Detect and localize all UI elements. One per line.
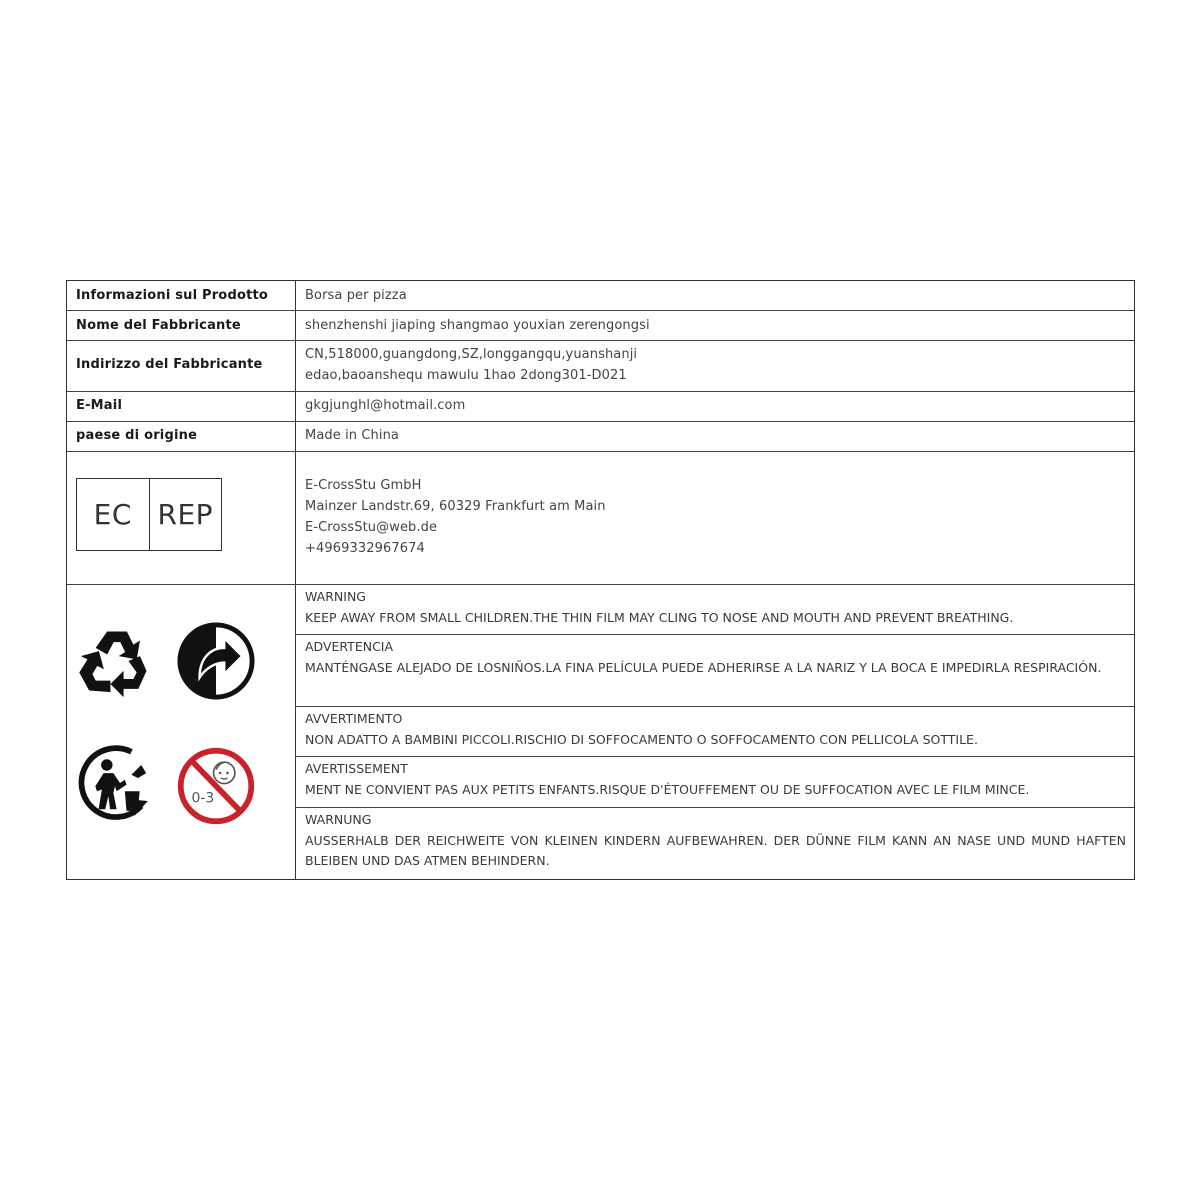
ec-rep-badge-left: EC — [93, 498, 132, 531]
age-0-3-warning-icon — [175, 745, 257, 827]
email-value: gkgjunghl@hotmail.com — [305, 398, 466, 413]
warning-block-en — [305, 587, 1126, 628]
warning-divider — [295, 807, 1134, 808]
manufacturer-name-value: shenzhenshi jiaping shangmao youxian zerengongsi — [305, 318, 650, 333]
manufacturer-address-line-1: CN,518000,guangdong,SZ,longgangqu,yuanshanji — [305, 347, 638, 362]
ec-rep-badge — [76, 478, 222, 551]
ec-rep-phone: +4969332967674 — [305, 541, 425, 556]
warning-title-fr: AVERTISSEMENT — [305, 761, 408, 776]
row-divider — [67, 310, 1134, 311]
row-divider — [67, 451, 1134, 452]
product-info-value: Borsa per pizza — [305, 288, 407, 303]
product-label-table — [66, 280, 1135, 880]
warning-text-es: MANTÉNGASE ALEJADO DE LOSNIÑOS.LA FINA PELÍCULA PUEDE ADHERIRSE A LA NARIZ Y LA BOCA E IMPEDIRLA RESPIRACIÓN. — [305, 659, 1102, 675]
product-info-label: Informazioni sul Prodotto — [76, 288, 269, 303]
warning-text-de: AUSSERHALB DER REICHWEITE VON KLEINEN KINDERN AUFBEWAHREN. DER DÜNNE FILM KANN AN NASE UND MUND HAFTEN BLEIBEN UND DAS ATMEN BEHINDERN. — [305, 832, 1126, 868]
warning-title-de: WARNUNG — [305, 812, 372, 827]
row-divider — [67, 584, 1134, 585]
column-divider — [295, 281, 296, 879]
tidyman-icon — [74, 742, 156, 824]
warning-block-it — [305, 709, 1126, 750]
country-of-origin-value: Made in China — [305, 428, 399, 443]
ec-rep-address: Mainzer Landstr.69, 60329 Frankfurt am Main — [305, 499, 606, 514]
warning-text-it: NON ADATTO A BAMBINI PICCOLI.RISCHIO DI SOFFOCAMENTO O SOFFOCAMENTO CON PELLICOLA SOTTILE. — [305, 731, 978, 747]
warning-text-en: KEEP AWAY FROM SMALL CHILDREN.THE THIN FILM MAY CLING TO NOSE AND MOUTH AND PREVENT BREATHING. — [305, 609, 1014, 625]
row-divider — [67, 391, 1134, 392]
manufacturer-name-label: Nome del Fabbricante — [76, 318, 241, 333]
age-label: 0-3 — [191, 790, 215, 807]
warning-block-fr — [305, 759, 1126, 800]
warning-text-fr: MENT NE CONVIENT PAS AUX PETITS ENFANTS.RISQUE D'ÉTOUFFEMENT OU DE SUFFOCATION AVEC LE FILM MINCE. — [305, 781, 1030, 797]
row-divider — [67, 340, 1134, 341]
ec-rep-badge-right: REP — [157, 498, 214, 531]
warning-divider — [295, 706, 1134, 707]
warning-divider — [295, 756, 1134, 757]
warning-block-de — [305, 810, 1126, 872]
ec-rep-company: E-CrossStu GmbH — [305, 478, 422, 493]
warning-title-es: ADVERTENCIA — [305, 639, 394, 654]
row-divider — [67, 421, 1134, 422]
warning-title-en: WARNING — [305, 589, 366, 604]
email-label: E-Mail — [76, 398, 123, 413]
manufacturer-address-label: Indirizzo del Fabbricante — [76, 357, 263, 372]
manufacturer-address-line-2: edao,baoanshequ mawulu 1hao 2dong301-D021 — [305, 368, 627, 383]
warning-divider — [295, 634, 1134, 635]
country-of-origin-label: paese di origine — [76, 428, 198, 443]
green-dot-icon — [175, 620, 257, 702]
warning-title-it: AVVERTIMENTO — [305, 711, 403, 726]
warning-block-es — [305, 637, 1126, 678]
ec-rep-email: E-CrossStu@web.de — [305, 520, 438, 535]
recycle-icon — [76, 620, 158, 702]
